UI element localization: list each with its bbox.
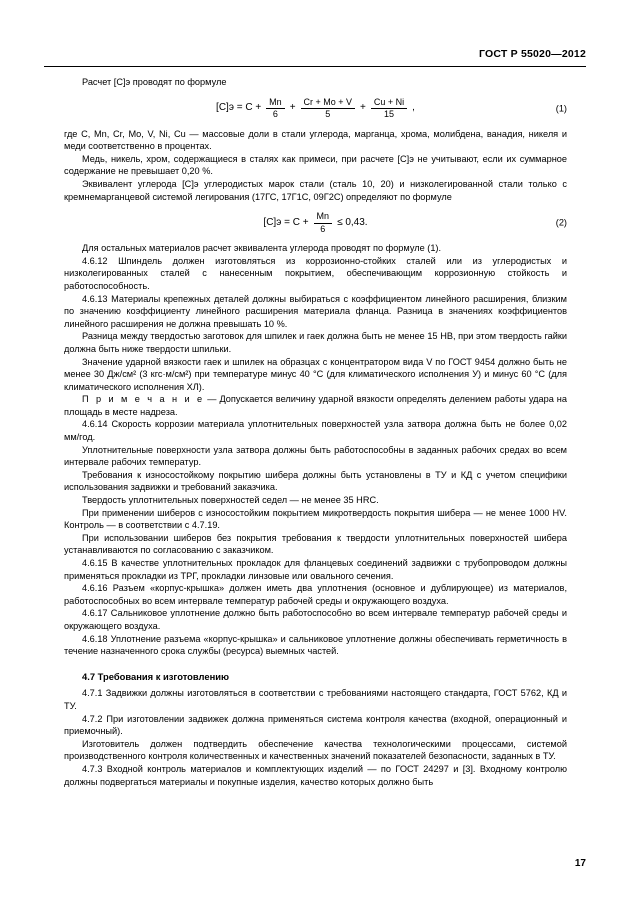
formula-1-f3-numerator: Cu + Ni [371,98,407,109]
formula-1-lead: [C]э = C + [216,102,262,114]
paragraph-4-7-2: 4.7.2 При изготовлении задвижек должна применяться система контроля качества (входной, операционный и приемочный). [64,713,567,737]
formula-1-plus-1: + [289,102,296,114]
paragraph-carbon-equivalent: Эквивалент углерода [C]э углеродистых марок стали (сталь 10, 20) и низколегированной стали только с кремнемарганцевой системой легирования (17ГС, 17Г1С, 09Г2С) определяют по формуле [64,178,567,202]
paragraph-4-6-18: 4.6.18 Уплотнение разъема «корпус-крышка» и сальниковое уплотнение должны обеспечивать герметичность в течение назначенного срока службы (ресурса) выемных частей. [64,633,567,657]
paragraph-quality-assurance: Изготовитель должен подтвердить обеспечение качества технологическими процессами, системой производственного контроля количественных и качественных значений показателей безопасности, заданных в ТУ. [64,738,567,762]
formula-1-f1-denominator: 6 [272,109,278,120]
note-text: — Допускается величину ударной вязкости определять делением работы удара на площадь в месте надреза. [64,394,567,417]
formula-2-f1-denominator: 6 [320,223,326,234]
formula-1-fraction-2 [301,98,356,120]
formula-1-f2-denominator: 5 [325,109,331,120]
paragraph-4-7-3: 4.7.3 Входной контроль материалов и комплектующих изделий — по ГОСТ 24297 и [3]. Входному контролю должны подвергаться материалы и покупные изделия, качество которых должно быть [64,763,567,787]
note-label: П р и м е ч а н и е [82,394,205,405]
paragraph-microhardness: При применении шиберов с износостойким покрытием микротвердость покрытия шибера — не менее 1000 HV. Контроль — в соответствии с 4.7.19. [64,507,567,531]
page-header-standard: ГОСТ Р 55020—2012 [478,48,586,60]
formula-1-f1-numerator: Mn [266,98,285,109]
section-heading-4-7: 4.7 Требования к изготовлению [82,670,229,682]
header-divider [44,66,586,67]
paragraph-note [64,393,567,418]
paragraph-other-materials: Для остальных материалов расчет эквивалента углерода проводят по формуле (1). [82,243,442,254]
formula-1-plus-2: + [360,102,366,114]
paragraph-4-6-14: 4.6.14 Скорость коррозии материала уплотнительных поверхностей узла затвора должна быть не более 0,02 мм/год. [64,419,567,443]
formula-2 [64,210,567,236]
paragraph-impact-toughness: Значение ударной вязкости гаек и шпилек на образцах с концентратором вида V по ГОСТ 9454 должно быть не менее 30 Дж/см² (3 кгс·м/см²) при температуре минус 40 °C (для климатического исполнения У) и минус 60 °C (для климатического исполнения ХЛ). [64,356,567,392]
formula-1-tail: , [412,102,415,114]
formula-1-number: (1) [555,103,567,114]
paragraph-4-6-13: 4.6.13 Материалы крепежных деталей должны выбираться с коэффициентом линейного расширения, близким по значению коэффициенту линейного расширения материала фланца. Разница в значениях коэффициентов линейного расширения не должна превышать 10 %. [64,293,567,329]
page-number: 17 [574,858,586,869]
paragraph-hardness-difference: Разница между твердостью заготовок для шпилек и гаек должна быть не менее 15 НВ, при этом твердость гайки должна быть ниже твердости шпильки. [64,331,567,354]
formula-1-f3-denominator: 15 [384,109,395,120]
paragraph-4-6-16: 4.6.16 Разъем «корпус-крышка» должен иметь два уплотнения (основное и дублирующее) из материалов, работоспособных во всем интервале температур рабочей среды и окружающего воздуха. [64,583,567,606]
formula-1-fraction-3 [371,98,407,120]
paragraph-4-7-1: 4.7.1 Задвижки должны изготовляться в соответствии с требованиями настоящего стандарта, ГОСТ 5762, КД и ТУ. [64,688,567,711]
paragraph-sealing-surfaces: Уплотнительные поверхности узла затвора должны быть работоспособны в заданных рабочих средах во всем интервале рабочих температур. [64,444,567,468]
paragraph-where-definitions: где C, Mn, Cr, Mo, V, Ni, Cu — массовые доли в стали углерода, марганца, хрома, молибдена, ванадия, никеля и меди соответственно в процентах. [64,128,567,152]
paragraph-wear-coating: Требования к износостойкому покрытию шибера должны быть установлены в ТУ и КД с учетом специфики использования задвижки и требований заказчика. [64,469,567,493]
formula-2-fraction-1 [314,212,333,234]
formula-1-f2-numerator: Cr + Mo + V [301,98,356,109]
paragraph-impurities: Медь, никель, хром, содержащиеся в сталях как примеси, при расчете [C]э не учитывают, если их суммарное содержание не превышает 0,20 %. [64,153,567,177]
formula-2-expression [263,212,367,234]
paragraph-4-6-12: 4.6.12 Шпиндель должен изготовляться из коррозионно-стойких сталей или из углеродистых и низколегированных сталей с нанесенным покрытием, обеспечивающим коррозионную стойкость и работоспособность. [64,255,567,291]
paragraph-uncoated-gates: При использовании шиберов без покрытия требования к твердости уплотнительных поверхностей шибера устанавливаются по согласованию с заказчиком. [64,532,567,556]
paragraph-seat-hardness: Твердость уплотнительных поверхностей седел — не менее 35 HRC. [82,495,379,506]
formula-1 [64,96,567,122]
paragraph-4-6-17: 4.6.17 Сальниковое уплотнение должно быть работоспособно во всем интервале температур рабочей среды и окружающего воздуха. [64,608,567,631]
formula-1-fraction-1 [266,98,285,120]
document-body [64,76,567,788]
paragraph-4-6-15: 4.6.15 В качестве уплотнительных прокладок для фланцевых соединений задвижки с трубопроводом должны применяться прокладки из ТРГ, прокладки линзовые или овального сечения. [64,558,567,581]
paragraph-calc-intro: Расчет [C]э проводят по формуле [82,77,227,87]
formula-2-f1-numerator: Mn [314,212,333,223]
formula-2-lead: [C]э = C + [263,216,309,228]
formula-2-tail: ≤ 0,43. [337,216,368,228]
formula-1-expression [216,98,415,120]
formula-2-number: (2) [555,217,567,228]
